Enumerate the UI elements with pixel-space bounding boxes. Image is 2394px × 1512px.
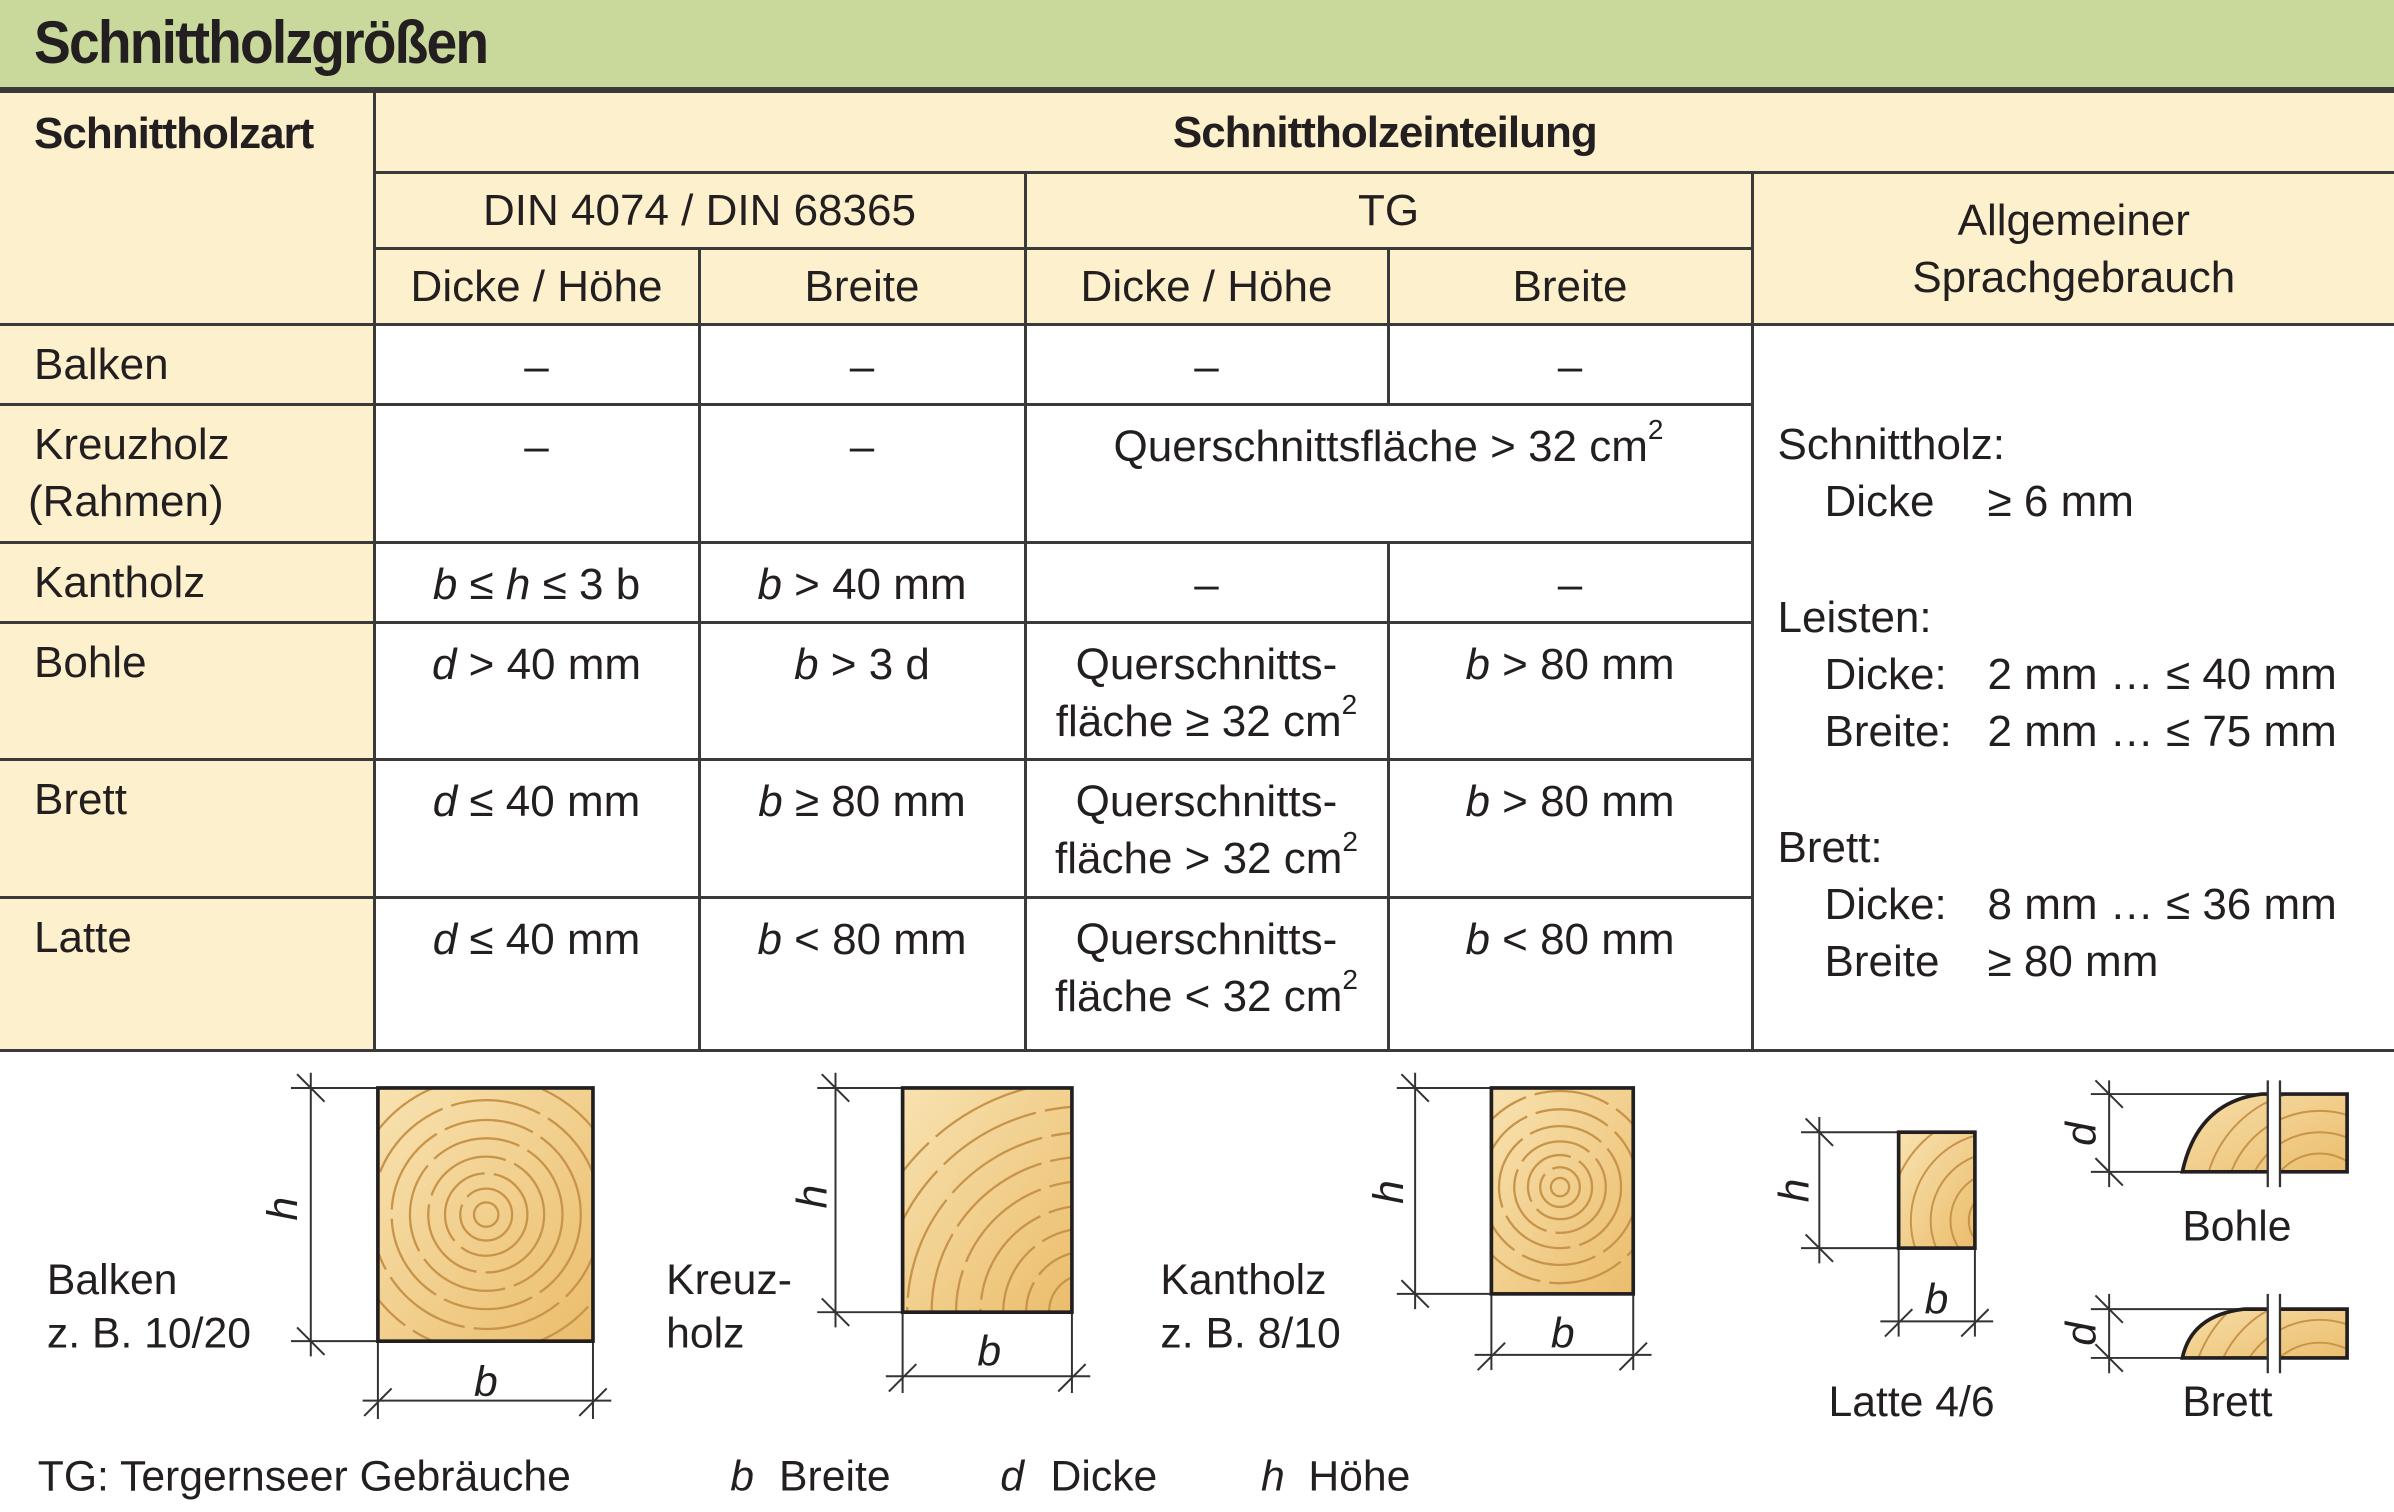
dim-b-balken: b: [474, 1358, 498, 1407]
cell-text: fläche < 32 cm: [1055, 972, 1343, 1022]
usage-title: Leisten:: [1777, 593, 1932, 642]
usage-title: Brett:: [1777, 823, 1883, 872]
usage-key: Dicke:: [1824, 650, 1947, 699]
var: b: [757, 559, 782, 609]
cell: [374, 760, 699, 898]
legend-b-text: Breite: [779, 1452, 891, 1501]
cell-text: ≤ 40 mm: [457, 777, 641, 827]
dim-b-kreuzholz: b: [977, 1327, 1002, 1376]
cell: [699, 898, 1025, 1051]
cell: [1025, 760, 1388, 898]
usage-value: ≥ 6 mm: [1987, 477, 2134, 526]
header-allgemein-line2: Sprachgebrauch: [1912, 252, 2236, 302]
row-label: Brett: [0, 760, 374, 898]
legend-h-symbol: h: [1261, 1452, 1285, 1501]
label-bohle: Bohle: [2182, 1202, 2292, 1251]
usage-key: Breite: [1824, 937, 1940, 986]
cell: [699, 623, 1025, 760]
cell-text: Querschnittsfläche > 32 cm: [1113, 422, 1648, 472]
label-kreuzholz-1: Kreuz-: [666, 1255, 792, 1304]
usage-key: Breite:: [1824, 707, 1952, 756]
cell-text: fläche > 32 cm: [1055, 834, 1343, 884]
var: b: [758, 777, 783, 827]
label-balken: Balken: [46, 1255, 178, 1304]
row-label: Latte: [0, 898, 374, 1051]
header-schnittholzeinteilung: Schnittholzeinteilung: [374, 92, 2394, 173]
legend-b-symbol: b: [730, 1452, 755, 1501]
cell-text: < 80 mm: [1489, 915, 1675, 965]
legend-h-text: Höhe: [1308, 1452, 1411, 1501]
subheader-din-dicke: Dicke / Höhe: [374, 249, 699, 325]
cell-text: < 80 mm: [781, 915, 967, 965]
cell: [699, 542, 1025, 622]
var: b: [1465, 640, 1490, 690]
var: d: [432, 915, 458, 965]
cell-text: > 80 mm: [1489, 640, 1675, 690]
cell: [1388, 898, 1752, 1051]
legend-d-text: Dicke: [1050, 1452, 1158, 1501]
label-latte: Latte 4/6: [1828, 1377, 1995, 1426]
label-balken-example: z. B. 10/20: [46, 1309, 252, 1358]
usage-group-schnittholz: [1778, 416, 2394, 530]
var: d: [431, 640, 457, 690]
cell: [374, 898, 699, 1051]
var: b: [1465, 777, 1490, 827]
common-usage-cell: [1752, 325, 2394, 1051]
cell-text: ≥ 80 mm: [782, 777, 966, 827]
legend-d-symbol: d: [1000, 1452, 1024, 1501]
cell: –: [1025, 542, 1388, 622]
lumber-table: [0, 90, 2394, 1052]
cell: –: [699, 325, 1025, 405]
cell: –: [374, 405, 699, 542]
dim-h-kantholz: h: [1364, 1180, 1413, 1204]
subheader-din-breite: Breite: [699, 249, 1025, 325]
var: d: [432, 777, 458, 827]
title-band: [0, 0, 2394, 90]
cell: –: [374, 325, 699, 405]
usage-value: 8 mm … ≤ 36 mm: [1987, 880, 2337, 929]
legend-tg: TG: Tergernseer Gebräuche: [37, 1452, 571, 1501]
cross-section-diagrams: [0, 1030, 2394, 1512]
row-label: Kantholz: [0, 542, 374, 622]
superscript: 2: [1341, 689, 1358, 721]
cell-text: ≤ 40 mm: [457, 915, 641, 965]
cell: –: [1025, 325, 1388, 405]
var: b: [1465, 915, 1490, 965]
dim-d-bohle: d: [2057, 1122, 2106, 1146]
cell-text: ≤: [457, 559, 506, 609]
cell: [1025, 405, 1752, 542]
page-title: Schnittholzgrößen: [34, 9, 488, 76]
dim-b-kantholz: b: [1550, 1309, 1575, 1358]
label-kantholz-example: z. B. 8/10: [1160, 1309, 1341, 1358]
var: b: [757, 915, 782, 965]
label-kreuzholz-2: holz: [666, 1309, 745, 1358]
cell-text: fläche ≥ 32 cm: [1055, 697, 1342, 747]
usage-value: 2 mm … ≤ 75 mm: [1987, 707, 2337, 756]
header-allgemein: [1752, 173, 2394, 325]
subheader-tg-breite: Breite: [1388, 249, 1752, 325]
usage-value: ≥ 80 mm: [1987, 937, 2159, 986]
superscript: 2: [1342, 964, 1358, 996]
cell: [1025, 623, 1388, 760]
usage-title: Schnittholz:: [1777, 420, 2005, 469]
table-row-balken: [0, 325, 2394, 405]
dim-b-latte: b: [1924, 1275, 1949, 1324]
superscript: 2: [1647, 414, 1664, 446]
usage-group-brett: [1778, 819, 2394, 990]
dim-h-kreuzholz: h: [788, 1184, 837, 1209]
usage-value: 2 mm … ≤ 40 mm: [1987, 650, 2337, 699]
subheader-tg-dicke: Dicke / Höhe: [1025, 249, 1388, 325]
cell: –: [699, 405, 1025, 542]
row-label: Balken: [0, 325, 374, 405]
cell-text: Querschnitts-: [1075, 777, 1338, 827]
cell-text: ≤ 3 b: [530, 559, 641, 609]
cell-text: > 80 mm: [1489, 777, 1675, 827]
row-label: [0, 405, 374, 542]
row-label-line2: (Rahmen): [28, 477, 224, 527]
cell-text: > 3 d: [818, 640, 930, 690]
header-din: DIN 4074 / DIN 68365: [374, 173, 1025, 249]
cell: [699, 760, 1025, 898]
header-allgemein-line1: Allgemeiner: [1957, 195, 2190, 245]
row-label: Bohle: [0, 623, 374, 760]
header-schnittholzart: Schnittholzart: [0, 92, 374, 325]
cell-text: > 40 mm: [456, 640, 642, 690]
cell: [1025, 898, 1388, 1051]
cell: [1388, 760, 1752, 898]
var: h: [505, 559, 531, 609]
header-tg: TG: [1025, 173, 1752, 249]
cell: –: [1388, 542, 1752, 622]
cell: –: [1388, 325, 1752, 405]
dim-h-latte: h: [1770, 1178, 1819, 1203]
legend: [38, 1453, 1411, 1501]
cell-text: Querschnitts-: [1075, 915, 1338, 965]
usage-key: Dicke:: [1824, 880, 1947, 929]
cell: [1388, 623, 1752, 760]
cell-text: Querschnitts-: [1075, 640, 1338, 690]
cell-text: > 40 mm: [781, 559, 967, 609]
cell: [374, 542, 699, 622]
dim-h-balken: h: [259, 1196, 308, 1221]
usage-key: Dicke: [1824, 477, 1935, 526]
superscript: 2: [1342, 826, 1358, 858]
balken-section: [349, 1077, 624, 1352]
var: b: [432, 559, 458, 609]
cell: [374, 623, 699, 760]
label-kantholz: Kantholz: [1160, 1255, 1327, 1304]
label-brett: Brett: [2182, 1377, 2273, 1426]
usage-group-leisten: [1778, 589, 2394, 760]
row-label-line1: Kreuzholz: [34, 420, 230, 470]
dim-d-brett: d: [2057, 1321, 2106, 1346]
var: b: [794, 640, 819, 690]
